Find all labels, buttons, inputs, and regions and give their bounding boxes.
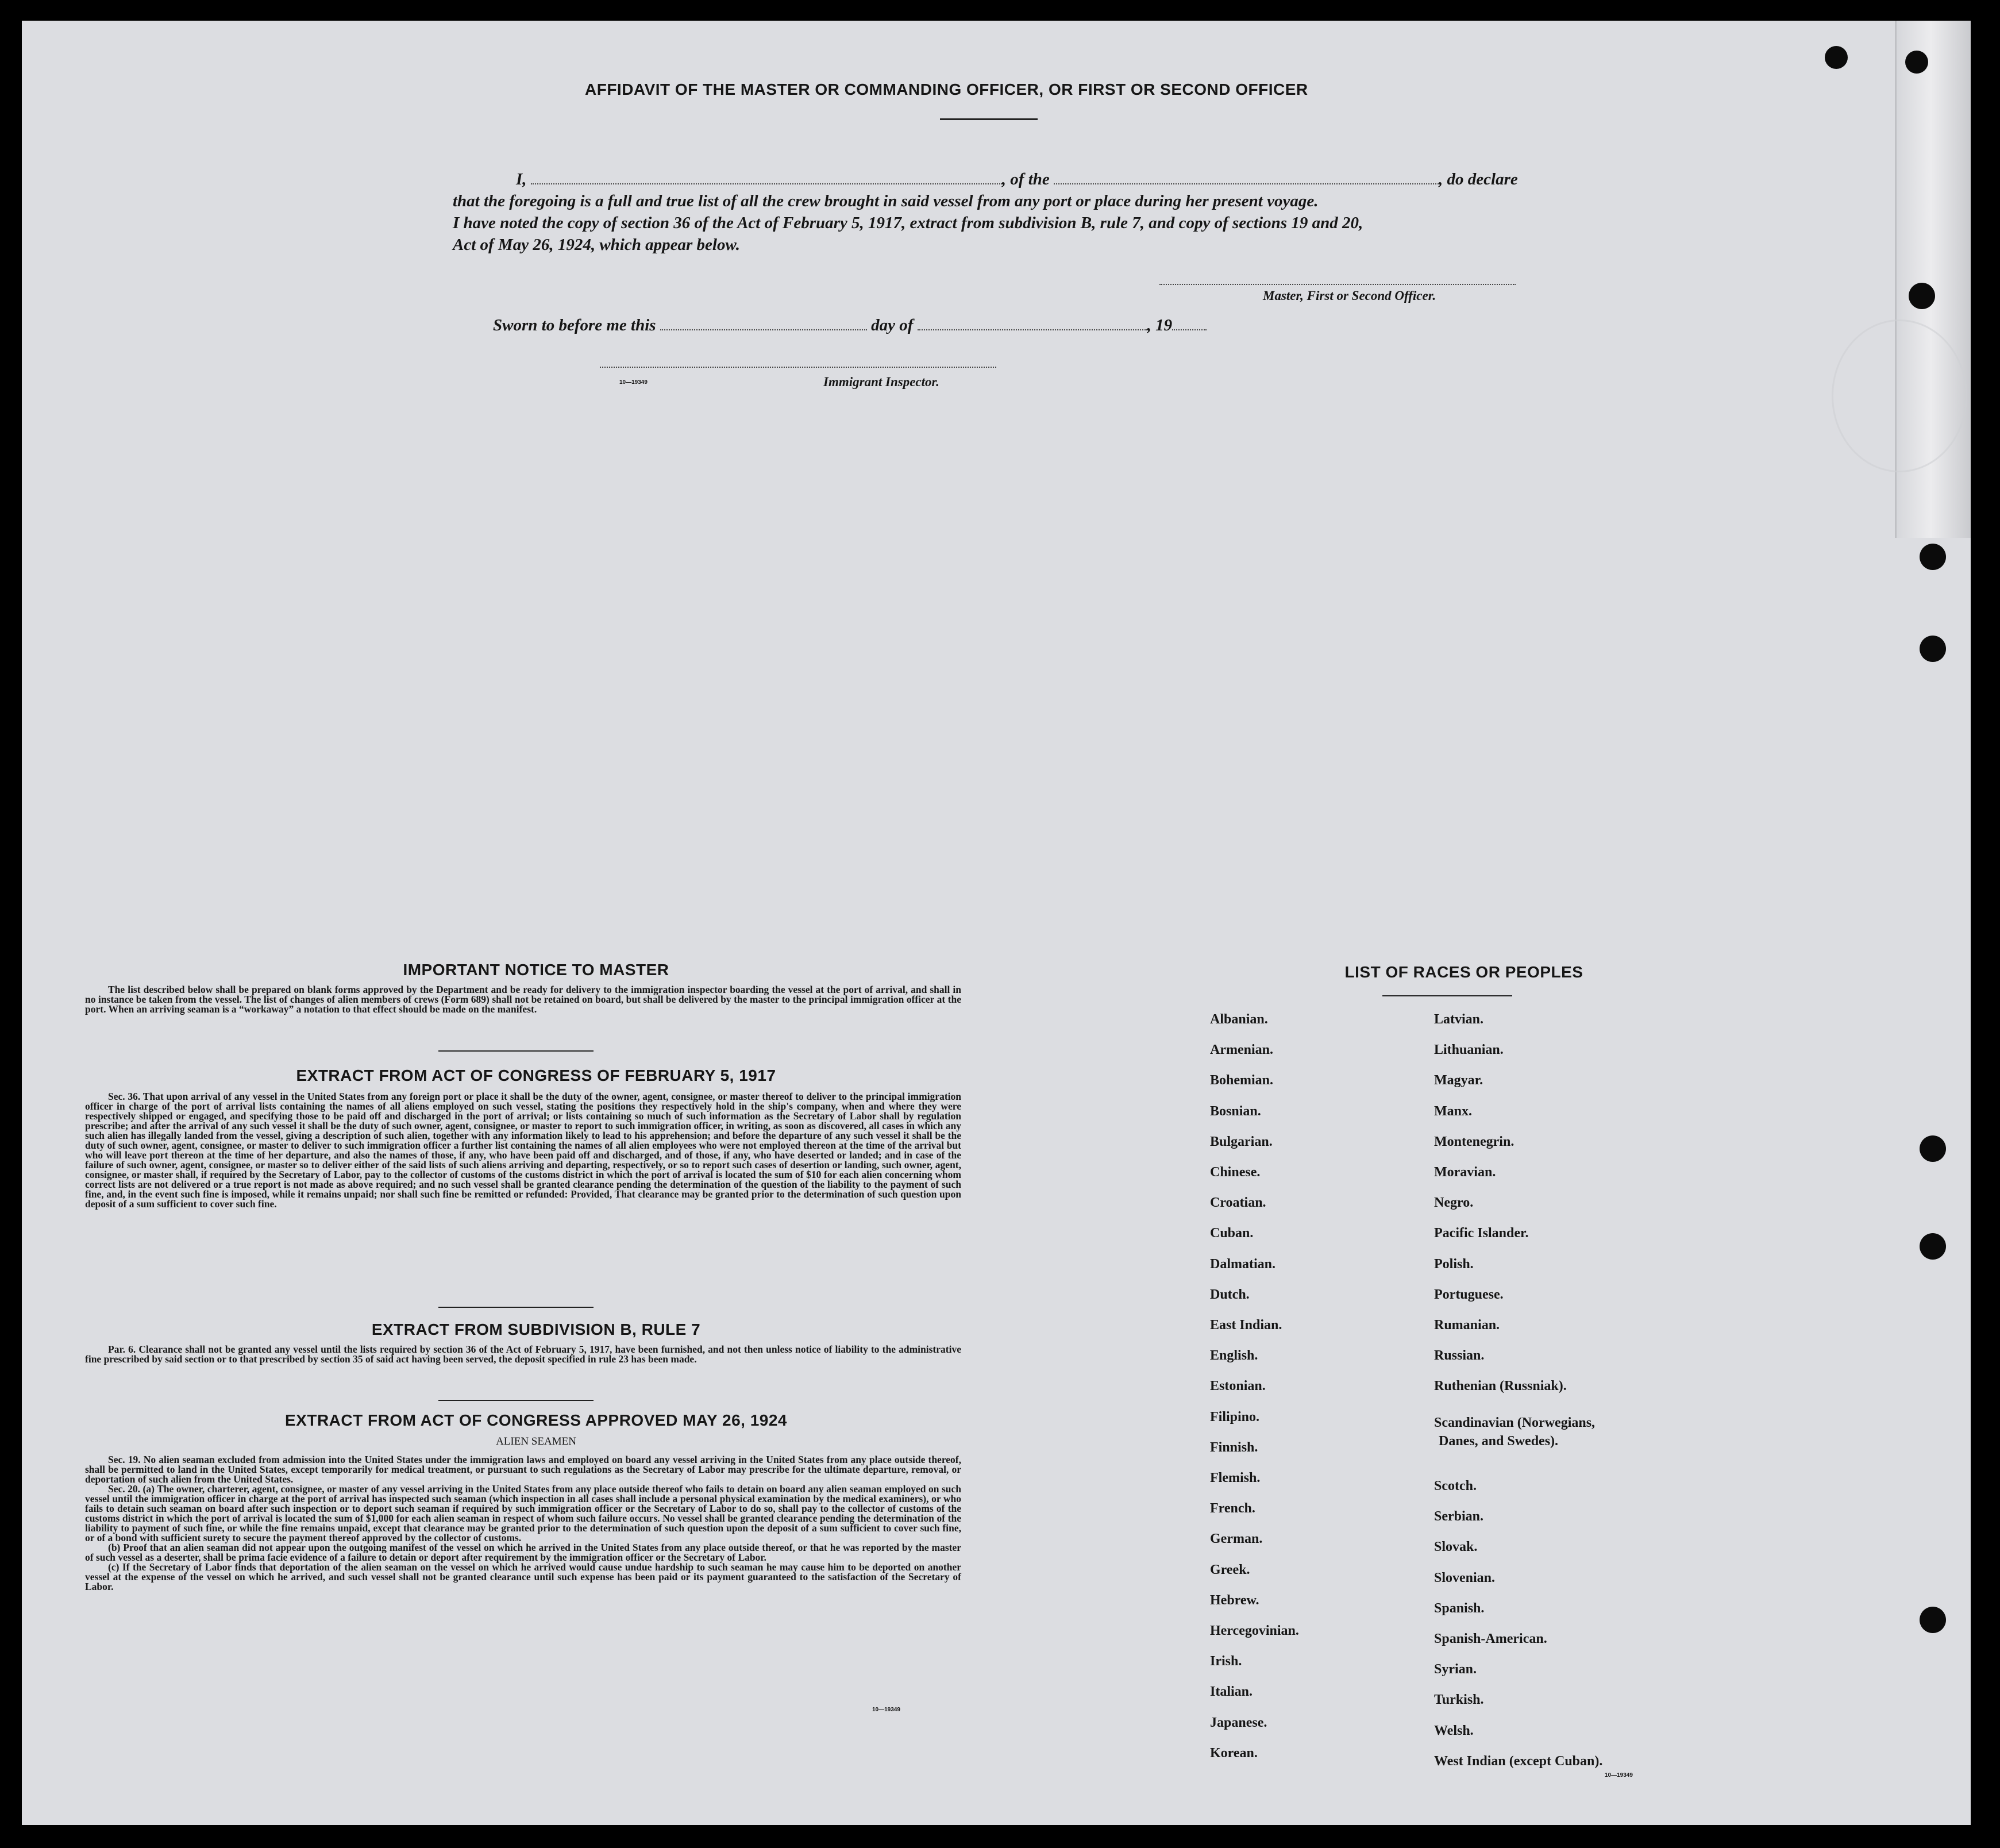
race-item: Manx. [1434, 1103, 1472, 1119]
race-item: Hebrew. [1210, 1592, 1259, 1608]
race-item: Bohemian. [1210, 1073, 1274, 1088]
subdivision-b-title: EXTRACT FROM SUBDIVISION B, RULE 7 [371, 1320, 701, 1338]
race-item: Magyar. [1434, 1073, 1483, 1088]
alien-seamen-subtitle: ALIEN SEAMEN [496, 1435, 576, 1447]
race-item: Syrian. [1434, 1662, 1477, 1677]
inspector-signature-field[interactable] [600, 354, 996, 368]
i-label: I, [516, 170, 527, 188]
month-field[interactable] [918, 317, 1147, 330]
year-field[interactable] [1172, 317, 1207, 330]
affidavit-line-1 [453, 169, 1579, 190]
section-20c-paragraph: (c) If the Secretary of Labor finds that deportation of the alien seaman on the vessel on which he arrived would cause undue hardship to such seaman he may cause him to be deported on another vessel at the expense of the vessel on which he arrived, and such vessel shall not be granted clearance until such expense has been paid or its payment guaranteed to the satisfaction of the Secretary of Labor. [85, 1561, 961, 1592]
race-item: Latvian. [1434, 1012, 1484, 1027]
affidavit-line-2: that the foregoing is a full and true list of all the crew brought in said vessel from any port or place during her present voyage. [453, 192, 1319, 210]
of-the-label: , of the [1001, 170, 1050, 188]
race-item: Danes, and Swedes). [1439, 1434, 1559, 1449]
race-item: Welsh. [1434, 1723, 1474, 1738]
binder-hole-icon [1920, 1135, 1946, 1162]
form-number-left: 10—19349 [872, 1707, 900, 1713]
notice-divider [438, 1050, 594, 1052]
race-item: Spanish. [1434, 1600, 1485, 1616]
binder-hole-icon [1920, 1233, 1946, 1260]
race-item: Greek. [1210, 1562, 1250, 1577]
section-19-paragraph: Sec. 19. No alien seaman excluded from admission into the United States under the immigration laws and employed on board any vessel arriving in the United States from any place outside thereof, shall be permitted to land in the United States, except temporarily for medical treatment, or pursuant to such regulations as the Secretary of Labor may prescribe for the ultimate departure, removal, or deportation of such alien from the United States. [85, 1454, 961, 1485]
race-item: Russian. [1434, 1348, 1485, 1364]
race-item: Dutch. [1210, 1287, 1250, 1302]
year-label: , 19 [1147, 316, 1173, 334]
race-item: Polish. [1434, 1256, 1474, 1272]
vessel-name-field[interactable] [1054, 171, 1439, 184]
race-item: Lithuanian. [1434, 1042, 1504, 1058]
master-name-field[interactable] [531, 171, 1002, 184]
affidavit-line-3: I have noted the copy of section 36 of the Act of February 5, 1917, extract from subdivision B, rule 7, and copy of sections 19 and 20, [453, 214, 1363, 232]
embossed-seal [1832, 319, 1967, 472]
binder-hole-icon [1920, 636, 1946, 662]
race-item: Ruthenian (Russniak). [1434, 1379, 1567, 1394]
race-item: German. [1210, 1531, 1263, 1547]
race-item: Finnish. [1210, 1439, 1258, 1455]
binder-hole-icon [1825, 46, 1848, 69]
race-item: Japanese. [1210, 1715, 1267, 1730]
form-number-top: 10—19349 [619, 379, 648, 386]
sworn-label: Sworn to before me this [493, 316, 656, 334]
race-item: Pacific Islander. [1434, 1226, 1529, 1241]
race-item: Spanish-American. [1434, 1631, 1547, 1646]
race-item: Irish. [1210, 1654, 1242, 1669]
race-item: English. [1210, 1348, 1258, 1364]
master-signature-label: Master, First or Second Officer. [1263, 288, 1436, 303]
do-declare-label: , do declare [1439, 170, 1518, 188]
race-item: Montenegrin. [1434, 1134, 1515, 1149]
sworn-line [453, 315, 1579, 336]
race-item: Hercegovinian. [1210, 1623, 1299, 1638]
extract-1917-divider [438, 1307, 594, 1308]
inspector-label: Immigrant Inspector. [823, 375, 939, 389]
form-number-races: 10—19349 [1605, 1772, 1633, 1778]
race-item: Turkish. [1434, 1692, 1484, 1708]
affidavit-line-4: Act of May 26, 1924, which appear below. [453, 236, 740, 254]
par-6-paragraph: Par. 6. Clearance shall not be granted any vessel until the lists required by section 36 of the Act of February 5, 1917, have been furnished, and not then unless notice of liability to the administrative fine prescribed by said section or to that prescribed by section 35 of said act having been served, the deposit specified in rule 23 has been made. [85, 1343, 961, 1365]
race-item: Scotch. [1434, 1479, 1477, 1493]
day-of-label: day of [871, 316, 914, 334]
race-item: Filipino. [1210, 1409, 1260, 1424]
binder-hole-icon [1905, 51, 1928, 74]
race-item: Bosnian. [1210, 1103, 1261, 1119]
race-item: East Indian. [1210, 1318, 1282, 1333]
race-item: Korean. [1210, 1745, 1258, 1761]
race-item: Estonian. [1210, 1379, 1266, 1394]
notice-text [85, 985, 961, 1014]
extract-1917-text [85, 1092, 961, 1209]
races-title: LIST OF RACES OR PEOPLES [1344, 963, 1583, 981]
extract-1917-title: EXTRACT FROM ACT OF CONGRESS OF FEBRUARY 5, 1917 [296, 1067, 776, 1084]
title-divider [940, 118, 1038, 120]
race-item: Armenian. [1210, 1042, 1273, 1058]
extract-1924-text [85, 1455, 961, 1592]
race-item: Slovak. [1434, 1539, 1478, 1555]
race-item: Slovenian. [1434, 1570, 1496, 1585]
race-item: Dalmatian. [1210, 1256, 1275, 1272]
notice-title: IMPORTANT NOTICE TO MASTER [403, 961, 669, 979]
affidavit-title: AFFIDAVIT OF THE MASTER OR COMMANDING OFFICER, OR FIRST OR SECOND OFFICER [585, 80, 1308, 98]
race-item: Portuguese. [1434, 1287, 1504, 1302]
race-item: Flemish. [1210, 1470, 1261, 1485]
document-page [22, 21, 1971, 1825]
race-item: Chinese. [1210, 1165, 1261, 1180]
race-item: West Indian (except Cuban). [1434, 1753, 1603, 1769]
binder-hole-icon [1909, 283, 1935, 309]
race-item: Albanian. [1210, 1012, 1268, 1027]
section-20a-paragraph: Sec. 20. (a) The owner, charterer, agent, consignee, or master of any vessel arriving in the United States from any place outside thereof who fails to detain on board any alien seaman employed on such vessel until the immigration officer in charge at the port of arrival has inspected such seaman (which inspection in all cases shall include a personal physical examination by the medical examiners), or who fails to detain such seaman on board after such inspection or to deport such seaman if required by such immigration officer or the Secretary of Labor to do so, shall pay to the collector of customs of the customs district in which the port of arrival is located the sum of $1,000 for each alien seaman in respect of whom such failure occurs. No vessel shall be granted clearance pending the determination of the liability to payment of such fine, or while the fine remains unpaid, except that clearance may be granted prior to the determination of such question upon the deposit of a sum sufficient to cover such fine, or of a bond with sufficient surety to secure the payment thereof approved by the collector of customs. [85, 1483, 961, 1543]
extract-1924-title: EXTRACT FROM ACT OF CONGRESS APPROVED MAY 26, 1924 [285, 1411, 787, 1429]
race-item: Rumanian. [1434, 1318, 1500, 1333]
race-item: Croatian. [1210, 1195, 1266, 1211]
race-item: Serbian. [1434, 1509, 1484, 1524]
races-divider [1382, 995, 1512, 996]
race-item: Moravian. [1434, 1165, 1496, 1180]
subdivision-b-text [85, 1345, 961, 1364]
race-item: Negro. [1434, 1195, 1474, 1211]
race-item: Scandinavian (Norwegians, [1434, 1415, 1596, 1430]
binder-hole-icon [1920, 544, 1946, 570]
race-item: French. [1210, 1501, 1255, 1516]
section-20b-paragraph: (b) Proof that an alien seaman did not appear upon the outgoing manifest of the vessel on which he arrived in the United States from any place outside thereof, or that he was reported by the master of such vessel as a deserter, shall be prima facie evidence of a failure to detain or deport after requirement by the immigration officer or the Secretary of Labor. [85, 1542, 961, 1563]
race-item: Italian. [1210, 1684, 1253, 1700]
notice-paragraph: The list described below shall be prepared on blank forms approved by the Department and be ready for delivery to the immigration inspector boarding the vessel at the port of arrival, and shall in no instance be taken from the vessel. The list of changes of alien members of crews (Form 689) shall not be retained on board, but shall be delivered by the master to the principal immigration officer at the port. When an arriving seaman is a “workaway” a notation to that effect should be made on the manifest. [85, 984, 961, 1015]
race-item: Bulgarian. [1210, 1134, 1273, 1149]
subdivision-b-divider [438, 1400, 594, 1401]
master-signature-field[interactable] [1159, 271, 1516, 285]
race-item: Cuban. [1210, 1226, 1254, 1241]
section-36-paragraph: Sec. 36. That upon arrival of any vessel in the United States from any foreign port or place it shall be the duty of the owner, agent, consignee, or master thereof to deliver to the principal immigration officer in charge of the port of arrival lists containing the names of all aliens employed on such vessel, stating the positions they respectively hold in the ship's company, when and where they were respectively shipped or engaged, and specifying those to be paid off and discharged in the port of arrival; or lists containing so much of such information as the Secretary of Labor shall by regulation prescribe; and after the arrival of any such vessel it shall be the duty of such owner, agent, consignee, or master to report to such immigration officer, in writing, as soon as discovered, all cases in which any such alien has illegally landed from the vessel, giving a description of such alien, together with any information likely to lead to his apprehension; and before the departure of any such vessel it shall be the duty of such owner, agent, consignee, or master to deliver to such immigration officer a further list containing the names of all alien employees who were not employed thereon at the time of the arrival but who will leave port thereon at the time of her departure, and also the names of those, if any, who have been paid off and discharged, and of those, if any, who have deserted or landed; and in case of the failure of such owner, agent, consignee, or master so to deliver either of the said lists of such aliens arriving and departing, respectively, or so to report such cases of desertion or landing, such owner, agent, consignee, or master shall, if required by the Secretary of Labor, pay to the collector of customs of the customs district in which the port of arrival is located the sum of $10 for each alien concerning whom correct lists are not delivered or a true report is not made as above required; and no such vessel shall be granted clearance pending the determination of the question of the liability to the payment of such fine, and, in the event such fine is imposed, while it remains unpaid; nor shall such fine be remitted or refunded: Provided, That clearance may be granted prior to the determination of such question upon deposit of a sum sufficient to cover such fine. [85, 1091, 961, 1210]
binder-hole-icon [1920, 1607, 1946, 1633]
day-field[interactable] [660, 317, 867, 330]
